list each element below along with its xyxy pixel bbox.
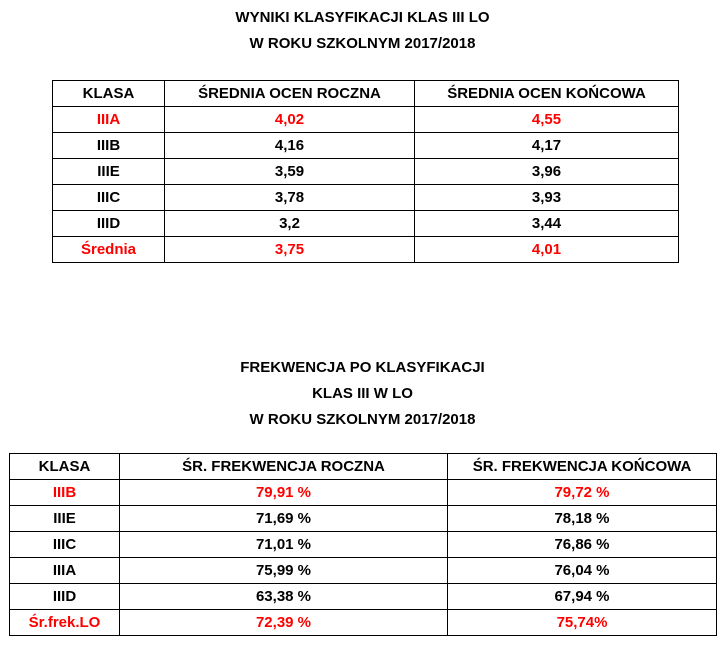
table-row (53, 185, 679, 211)
attendance-title-line-3: W ROKU SZKOLNYM 2017/2018 (249, 411, 476, 428)
attendance-title-line-1: FREKWENCJA PO KLASYFIKACJI (240, 359, 485, 376)
class-cell: IIID (53, 211, 165, 237)
final-attendance-cell: 78,18 % (448, 506, 717, 532)
class-cell: IIIB (53, 133, 165, 159)
class-cell: Średnia (53, 237, 165, 263)
final-attendance-cell: 75,74% (448, 610, 717, 636)
class-cell: Śr.frek.LO (10, 610, 120, 636)
final-average-cell: 4,17 (415, 133, 679, 159)
final-attendance-cell: 76,04 % (448, 558, 717, 584)
final-attendance-cell: 79,72 % (448, 480, 717, 506)
table-row-summary (10, 610, 717, 636)
final-average-cell: 3,93 (415, 185, 679, 211)
annual-average-cell: 3,78 (165, 185, 415, 211)
final-attendance-cell: 67,94 % (448, 584, 717, 610)
final-average-cell: 3,96 (415, 159, 679, 185)
attendance-title (0, 355, 725, 433)
annual-attendance-cell: 75,99 % (120, 558, 448, 584)
table-row (10, 532, 717, 558)
annual-attendance-cell: 71,01 % (120, 532, 448, 558)
class-cell: IIIC (53, 185, 165, 211)
header-klasa: KLASA (10, 454, 120, 480)
attendance-table (9, 453, 717, 636)
header-srednia-koncowa: ŚREDNIA OCEN KOŃCOWA (415, 81, 679, 107)
table-row (10, 506, 717, 532)
final-average-cell: 4,55 (415, 107, 679, 133)
final-attendance-cell: 76,86 % (448, 532, 717, 558)
annual-attendance-cell: 72,39 % (120, 610, 448, 636)
header-frekwencja-koncowa: ŚR. FREKWENCJA KOŃCOWA (448, 454, 717, 480)
results-title-line-1: WYNIKI KLASYFIKACJI KLAS III LO (235, 9, 490, 26)
table-row (53, 133, 679, 159)
header-frekwencja-roczna: ŚR. FREKWENCJA ROCZNA (120, 454, 448, 480)
table-row (10, 558, 717, 584)
annual-attendance-cell: 71,69 % (120, 506, 448, 532)
attendance-title-line-2: KLAS III W LO (312, 385, 413, 402)
annual-attendance-cell: 79,91 % (120, 480, 448, 506)
annual-average-cell: 4,02 (165, 107, 415, 133)
class-cell: IIIA (53, 107, 165, 133)
results-table-header-row (53, 81, 679, 107)
class-cell: IIIB (10, 480, 120, 506)
results-title (0, 5, 725, 57)
final-average-cell: 3,44 (415, 211, 679, 237)
header-klasa: KLASA (53, 81, 165, 107)
class-cell: IIID (10, 584, 120, 610)
table-row (53, 107, 679, 133)
results-table (52, 80, 679, 263)
annual-average-cell: 3,59 (165, 159, 415, 185)
annual-attendance-cell: 63,38 % (120, 584, 448, 610)
table-row (10, 480, 717, 506)
table-row (10, 584, 717, 610)
annual-average-cell: 3,75 (165, 237, 415, 263)
annual-average-cell: 3,2 (165, 211, 415, 237)
table-row-summary (53, 237, 679, 263)
final-average-cell: 4,01 (415, 237, 679, 263)
results-title-line-2: W ROKU SZKOLNYM 2017/2018 (249, 35, 476, 52)
class-cell: IIIC (10, 532, 120, 558)
class-cell: IIIE (53, 159, 165, 185)
class-cell: IIIE (10, 506, 120, 532)
header-srednia-roczna: ŚREDNIA OCEN ROCZNA (165, 81, 415, 107)
table-row (53, 159, 679, 185)
annual-average-cell: 4,16 (165, 133, 415, 159)
table-row (53, 211, 679, 237)
class-cell: IIIA (10, 558, 120, 584)
attendance-table-header-row (10, 454, 717, 480)
